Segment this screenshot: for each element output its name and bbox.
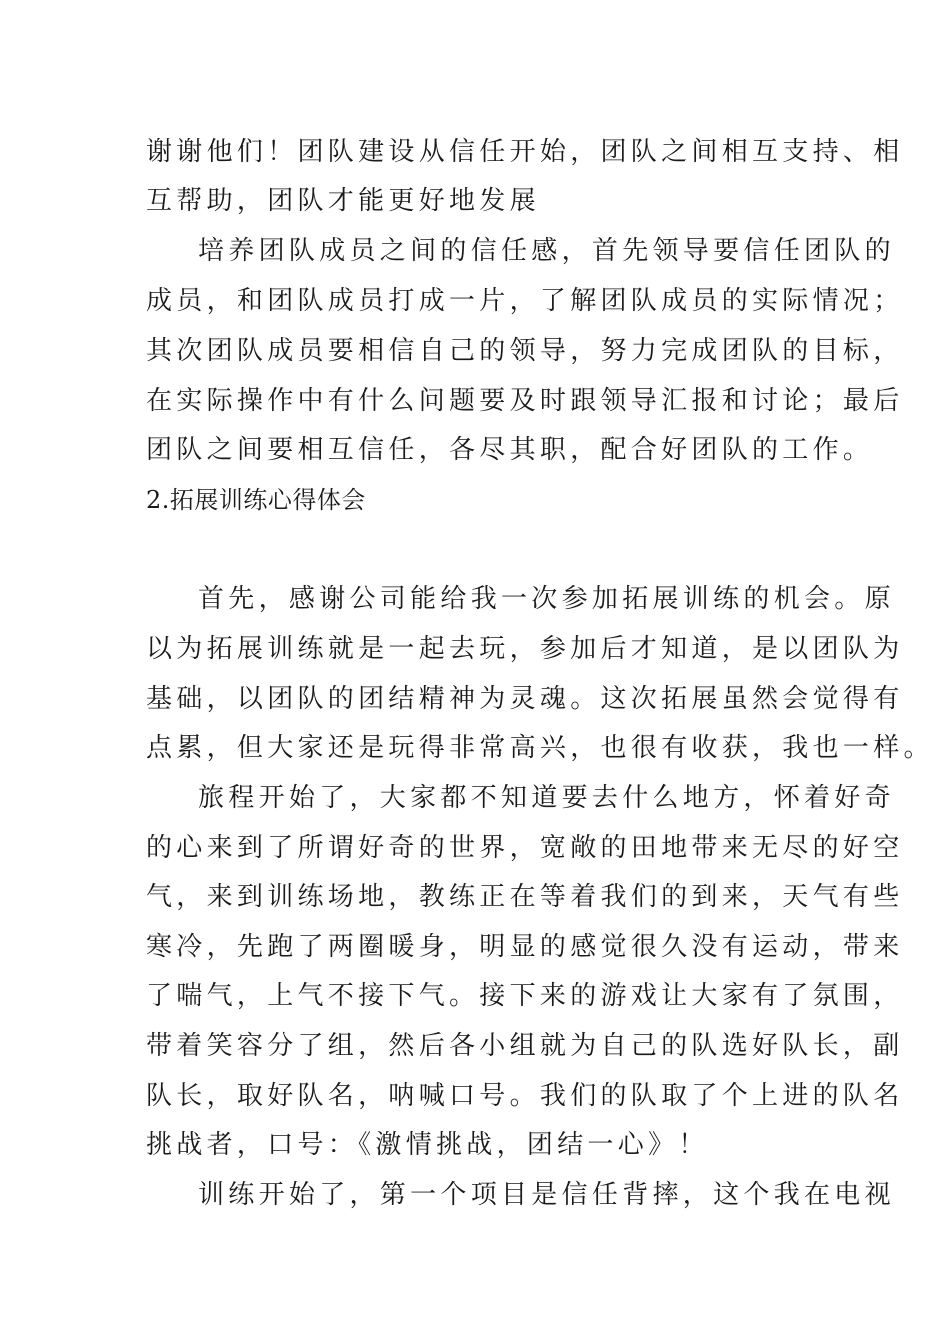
paragraph-first-line: 首先，感谢公司能给我一次参加拓展训练的机会。原 <box>198 584 895 614</box>
text-line: 以为拓展训练就是一起去玩，参加后才知道，是以团队为 <box>146 634 904 664</box>
text-line: 成员，和团队成员打成一片，了解团队成员的实际情况； <box>146 286 904 316</box>
text-line: 队长，取好队名，呐喊口号。我们的队取了个上进的队名 <box>146 1081 904 1111</box>
text-line: 互帮助，团队才能更好地发展 <box>146 186 540 216</box>
paragraph-first-line: 旅程开始了，大家都不知道要去什么地方，怀着好奇 <box>198 783 895 813</box>
text-line: 点累，但大家还是玩得非常高兴，也很有收获，我也一样。 <box>146 733 934 763</box>
text-line: 挑战者，口号：《激情挑战，团结一心》！ <box>146 1130 709 1160</box>
text-line: 其次团队成员要相信自己的领导，努力完成团队的目标， <box>146 336 904 366</box>
paragraph-first-line: 培养团队成员之间的信任感，首先领导要信任团队的 <box>198 236 895 266</box>
text-line: 带着笑容分了组，然后各小组就为自己的队选好队长，副 <box>146 1031 904 1061</box>
text-line: 气，来到训练场地，教练正在等着我们的到来，天气有些 <box>146 882 904 912</box>
text-line: 基础，以团队的团结精神为灵魂。这次拓展虽然会觉得有 <box>146 684 904 714</box>
text-line: 寒冷，先跑了两圈暖身，明显的感觉很久没有运动，带来 <box>146 932 904 962</box>
text-line: 了喘气，上气不接下气。接下来的游戏让大家有了氛围， <box>146 981 904 1011</box>
text-line: 谢谢他们！团队建设从信任开始，团队之间相互支持、相 <box>146 137 904 167</box>
section-heading: 2.拓展训练心得体会 <box>146 486 366 514</box>
text-line: 在实际操作中有什么问题要及时跟领导汇报和讨论；最后 <box>146 386 904 416</box>
text-line: 的心来到了所谓好奇的世界，宽敞的田地带来无尽的好空 <box>146 833 904 863</box>
text-line: 团队之间要相互信任，各尽其职，配合好团队的工作。 <box>146 435 874 465</box>
paragraph-first-line: 训练开始了，第一个项目是信任背摔，这个我在电视 <box>198 1180 895 1210</box>
